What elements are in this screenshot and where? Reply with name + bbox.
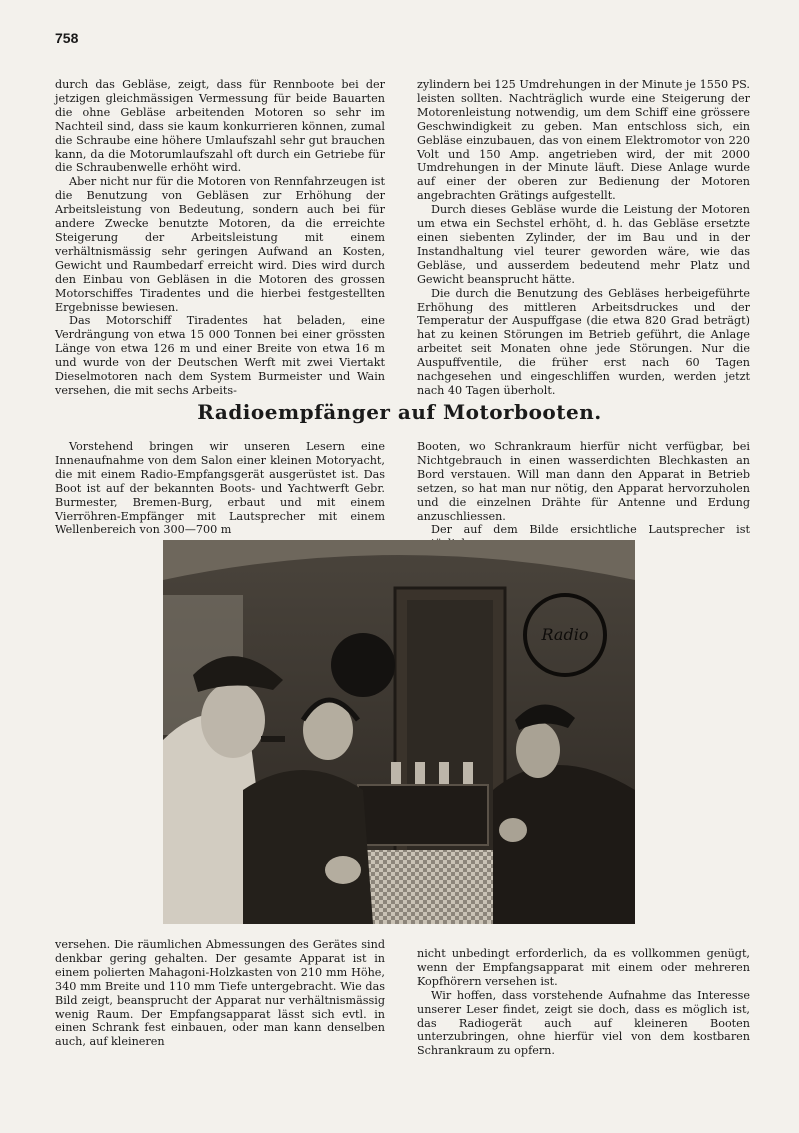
paragraph: Die durch die Benutzung des Gebläses herbeigeführte Erhöhung des mittleren Arbeitsdruckes und der Temperatur der Auspuffgase (die etwa 820 Grad beträgt) hat zu keinen Störungen im Betrieb geführt, die Anlage arbeitet seit Monaten ohne jede Störungen. Nur die Auspuffventile, die früher erst nach 60 Tagen nachgesehen und eingeschliffen wurden, werden jetzt nach 40 Tagen überholt. xyxy=(417,286,750,397)
article-title: Radioempfänger auf Motorbooten. xyxy=(197,400,602,424)
column-top-left xyxy=(55,78,385,398)
paragraph: Das Motorschiff Tiradentes hat beladen, eine Verdrängung von etwa 15 000 Tonnen bei einer grössten Länge von etwa 126 m und einer Breite von etwa 16 m und wurde von der Deutschen Werft mit zwei Viertakt Dieselmotoren nach dem System Burmeister und Wain versehen, die mit sechs Arbeits- xyxy=(55,314,385,397)
column-intro-left xyxy=(55,440,385,537)
paragraph: Aber nicht nur für die Motoren von Rennfahrzeugen ist die Benutzung von Gebläsen zur Erhöhung der Arbeitsleistung von Bedeutung, sondern auch bei für andere Zwecke benutzte Motoren, da die erreichte Steigerung der Arbeitsleistung mit einem verhältnismässig sehr geringen Aufwand an Kosten, Gewicht und Raumbedarf erreicht wird. Dies wird durch den Einbau von Gebläsen in die Motoren des grossen Motorschiffes Tiradentes und die hierbei festgestellten Ergebnisse bewiesen. xyxy=(55,175,385,314)
radio-sign: Radio xyxy=(541,625,589,644)
paragraph: Der auf dem Bilde ersichtliche Lautsprecher ist xyxy=(431,523,750,537)
paragraph: Vorstehend bringen wir unseren Lesern eine Innenaufnahme von dem Salon einer kleinen Motoryacht, die mit einem Radio-Empfangsgerät ausgerüstet ist. Das Boot ist auf der bekannten Boots- und Yachtwerft Gebr. Burmester, Bremen-Burg, erbaut und mit einem Vierröhren-Empfänger mit Lautsprecher mit einem Wellenbereich von 300—700 m xyxy=(55,440,385,537)
column-intro-right xyxy=(417,440,750,551)
column-top-right xyxy=(417,78,750,398)
paragraph: Durch dieses Gebläse wurde die Leistung der Motoren um etwa ein Sechstel erhöht, d. h. das Gebläse ersetzte einen siebenten Zylinder, der im Bau und in der Instandhaltung viel teurer geworden wäre, wie das Gebläse, und ausserdem bedeutend mehr Platz und Gewicht beansprucht hätte. xyxy=(417,203,750,286)
paragraph: zylindern bei 125 Umdrehungen in der Minute je 1550 PS. leisten sollten. Nachträglich wurde eine Steigerung der Motorenleistung notwendig, um dem Schiff eine grössere Geschwindigkeit zu geben. Man entschloss sich, ein Gebläse einzubauen, das von einem Elektromotor von 220 Volt und 150 Amp. angetrieben wird, der mit 2000 Umdrehungen in der Minute läuft. Diese Anlage wurde auf einer der oberen zur Bedienung der Motoren angebrachten Grätings aufgestellt. xyxy=(417,78,750,203)
paragraph: durch das Gebläse, zeigt, dass für Rennboote bei der jetzigen gleichmässigen Vermessung für beide Bauarten die ohne Gebläse arbeitenden Motoren so sehr im Nachteil sind, dass sie kaum konkurrieren können, zumal die Schraube eine höhere Umlaufszahl sehr gut brauchen kann, da die Motorumlaufszahl oft durch ein Getriebe für die Schraubenwelle erhöht wird. xyxy=(55,78,385,175)
salon-photo xyxy=(163,540,635,924)
column-bottom-right xyxy=(417,947,750,1058)
paragraph: Wir hoffen, dass vorstehende Aufnahme das Interesse unserer Leser findet, zeigt sie doch, dass es möglich ist, das Radiogerät auch auf kleineren Booten unterzubringen, ohne hierfür viel von dem kostbaren Schrankraum zu opfern. xyxy=(417,988,750,1058)
page-number: 758 xyxy=(55,30,79,46)
paragraph: versehen. Die räumlichen Abmessungen des Gerätes sind denkbar gering gehalten. Der gesamte Apparat ist in einem polierten Mahagoni-Holzkasten von 210 mm Höhe, 340 mm Breite und 110 mm Tiefe untergebracht. Wie das Bild zeigt, beansprucht der Apparat nur verhältnismässig wenig Raum. Der Empfangsapparat lässt sich evtl. in einen Schrank fest einbauen, oder man kann denselben auch, auf kleineren xyxy=(55,938,385,1049)
column-bottom-left xyxy=(55,938,385,1049)
paragraph: Booten, wo Schrankraum hierfür nicht verfügbar, bei Nichtgebrauch in einen wasserdichten Blechkasten an Bord verstauen. Will man dann den Apparat in Betrieb setzen, so hat man nur nötig, den Apparat hervorzuholen und die einzelnen Drähte für Antenne und Erdung anzuschliessen. xyxy=(417,440,750,523)
paragraph: nicht unbedingt erforderlich, da es vollkommen genügt, wenn der Empfangsapparat mit einem oder mehreren Kopfhörern versehen ist. xyxy=(417,947,750,988)
